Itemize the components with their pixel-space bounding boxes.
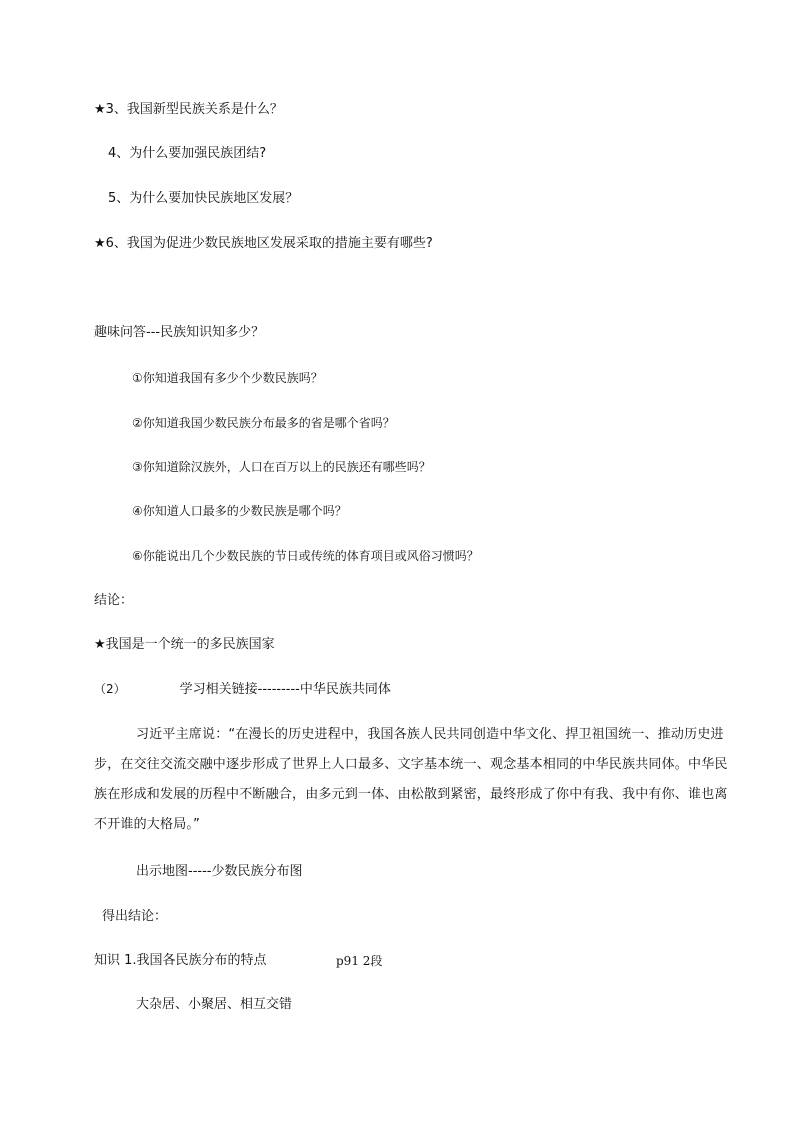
quiz-item-1: ①你知道我国有多少个少数民族吗？ bbox=[132, 371, 323, 385]
question-6: ★6、我国为促进少数民族地区发展采取的措施主要有哪些? bbox=[94, 236, 433, 251]
knowledge-1-ref: p91 2段 bbox=[336, 954, 383, 968]
quiz-item-6: ⑥你能说出几个少数民族的节日或传统的体育项目或风俗习惯吗？ bbox=[132, 549, 479, 563]
derive-conclusion-label: 得出结论： bbox=[102, 909, 168, 924]
conclusion-statement: ★我国是一个统一的多民族国家 bbox=[94, 637, 275, 652]
section-2-number: （2） bbox=[94, 682, 126, 696]
quiz-title: 趣味问答---民族知识知多少？ bbox=[94, 325, 265, 340]
question-5: 5、为什么要加快民族地区发展？ bbox=[108, 191, 299, 206]
map-line: 出示地图-----少数民族分布图 bbox=[136, 864, 303, 879]
quiz-item-4: ④你知道人口最多的少数民族是哪个吗？ bbox=[132, 504, 347, 518]
quiz-item-2: ②你知道我国少数民族分布最多的省是哪个省吗？ bbox=[132, 416, 395, 430]
conclusion-label: 结论： bbox=[94, 593, 134, 608]
quiz-item-3: ③你知道除汉族外，人口在百万以上的民族还有哪些吗？ bbox=[132, 460, 431, 474]
question-4: 4、为什么要加强民族团结? bbox=[108, 146, 267, 161]
knowledge-1-line bbox=[94, 953, 383, 969]
section-2-title: 学习相关链接---------中华民族共同体 bbox=[179, 682, 391, 697]
xi-quote: 习近平主席说：“在漫长的历史进程中，我国各族人民共同创造中华文化、捍卫祖国统一、推动历史进步，在交往交流交融中逐步形成了世界上人口最多、文字基本统一、观念基本相同的中华民族共同体。中华民族在形成和发展的历程中不断融合，由多元到一体、由松散到紧密，最终形成了你中有我、我中有你、谁也离不开谁的大格局。” bbox=[94, 727, 728, 832]
knowledge-1-label: 知识 1.我国各民族分布的特点 bbox=[94, 953, 267, 968]
section-2-heading bbox=[94, 681, 391, 698]
question-3: ★3、我国新型民族关系是什么？ bbox=[94, 102, 283, 117]
knowledge-1-answer: 大杂居、小聚居、相互交错 bbox=[136, 997, 293, 1012]
